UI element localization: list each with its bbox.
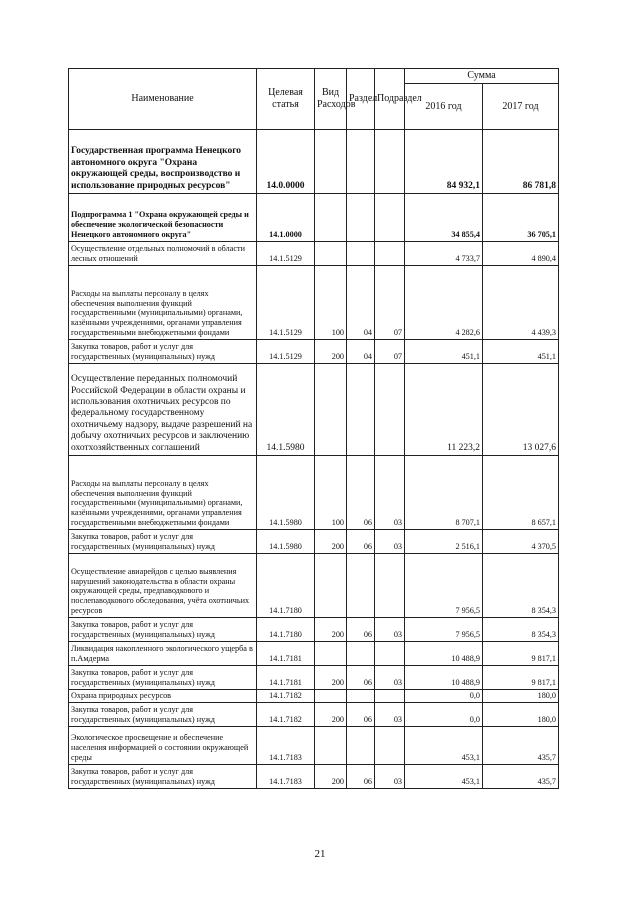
header-subsection: Подраздел (375, 69, 405, 130)
row-subsection (375, 726, 405, 764)
row-expense-type: 100 (315, 266, 347, 340)
table-row (69, 642, 559, 666)
row-amount-2017: 4 439,3 (483, 266, 559, 340)
row-amount-2016: 34 855,4 (405, 194, 483, 242)
budget-table (68, 68, 559, 789)
row-name: Осуществление переданных полномочий Российской Федерации в области охраны и использования охотничьих ресурсов по федеральному государственному охотничьему надзору, выдаче разрешений на добычу охотничьих ресурсов и заключению охотхозяйственных соглашений (69, 364, 257, 456)
row-amount-2016: 10 488,9 (405, 642, 483, 666)
row-target-article: 14.1.7180 (257, 554, 315, 618)
row-amount-2016: 8 707,1 (405, 456, 483, 530)
row-amount-2017: 13 027,6 (483, 364, 559, 456)
row-subsection: 03 (375, 666, 405, 690)
row-subsection (375, 130, 405, 194)
row-name: Расходы на выплаты персоналу в целях обеспечения выполнения функций государственными (муниципальными) органами, казёнными учреждениями, органами управления государственными внебюджетными фондами (69, 266, 257, 340)
header-year-2016: 2016 год (405, 84, 483, 130)
row-name: Подпрограмма 1 "Охрана окружающей среды и обеспечение экологической безопасности Ненецкого автономного округа" (69, 194, 257, 242)
row-expense-type: 200 (315, 340, 347, 364)
row-amount-2016: 11 223,2 (405, 364, 483, 456)
row-amount-2017: 9 817,1 (483, 666, 559, 690)
header-name: Наименование (69, 69, 257, 130)
row-amount-2016: 7 956,5 (405, 618, 483, 642)
row-target-article: 14.1.7183 (257, 764, 315, 788)
row-subsection (375, 642, 405, 666)
row-expense-type (315, 554, 347, 618)
row-name: Закупка товаров, работ и услуг для государственных (муниципальных) нужд (69, 764, 257, 788)
row-amount-2016: 451,1 (405, 340, 483, 364)
header-expense-type: Вид Расходов (315, 69, 347, 130)
header-sum: Сумма (405, 69, 559, 84)
row-name: Государственная программа Ненецкого автономного округа "Охрана окружающей среды, воспроизводство и использование природных ресурсов" (69, 130, 257, 194)
row-section (347, 690, 375, 703)
row-target-article: 14.1.7181 (257, 666, 315, 690)
row-subsection (375, 364, 405, 456)
row-target-article: 14.1.5129 (257, 340, 315, 364)
row-amount-2016: 4 733,7 (405, 242, 483, 266)
row-target-article: 14.1.5980 (257, 456, 315, 530)
table-row (69, 530, 559, 554)
row-target-article: 14.1.7182 (257, 702, 315, 726)
row-target-article: 14.1.0000 (257, 194, 315, 242)
row-amount-2016: 453,1 (405, 764, 483, 788)
row-section: 06 (347, 702, 375, 726)
row-amount-2016: 453,1 (405, 726, 483, 764)
row-target-article: 14.1.5980 (257, 364, 315, 456)
row-section (347, 642, 375, 666)
row-amount-2016: 10 488,9 (405, 666, 483, 690)
row-expense-type: 200 (315, 764, 347, 788)
table-row (69, 242, 559, 266)
row-section: 06 (347, 530, 375, 554)
table-row (69, 340, 559, 364)
row-target-article: 14.1.7183 (257, 726, 315, 764)
table-row (69, 456, 559, 530)
row-amount-2017: 180,0 (483, 702, 559, 726)
table-row (69, 130, 559, 194)
row-amount-2017: 8 657,1 (483, 456, 559, 530)
row-name: Осуществление отдельных полномочий в области лесных отношений (69, 242, 257, 266)
row-section: 06 (347, 618, 375, 642)
header-year-2017: 2017 год (483, 84, 559, 130)
row-section (347, 194, 375, 242)
row-expense-type (315, 194, 347, 242)
row-target-article: 14.1.5129 (257, 266, 315, 340)
row-name: Закупка товаров, работ и услуг для государственных (муниципальных) нужд (69, 618, 257, 642)
row-subsection: 03 (375, 618, 405, 642)
row-section (347, 554, 375, 618)
row-amount-2017: 435,7 (483, 726, 559, 764)
row-target-article: 14.1.7182 (257, 690, 315, 703)
row-name: Закупка товаров, работ и услуг для государственных (муниципальных) нужд (69, 666, 257, 690)
table-row (69, 726, 559, 764)
row-section (347, 242, 375, 266)
row-name: Охрана природных ресурсов (69, 690, 257, 703)
row-expense-type: 200 (315, 530, 347, 554)
row-amount-2016: 2 516,1 (405, 530, 483, 554)
row-section: 06 (347, 666, 375, 690)
row-expense-type: 200 (315, 618, 347, 642)
row-name: Расходы на выплаты персоналу в целях обеспечения выполнения функций государственными (муниципальными) органами, казёнными учреждениями, органами управления государственными внебюджетными фондами (69, 456, 257, 530)
row-amount-2017: 8 354,3 (483, 554, 559, 618)
row-amount-2017: 4 370,5 (483, 530, 559, 554)
table-row (69, 554, 559, 618)
row-amount-2017: 9 817,1 (483, 642, 559, 666)
row-target-article: 14.0.0000 (257, 130, 315, 194)
table-row (69, 764, 559, 788)
row-amount-2017: 36 705,1 (483, 194, 559, 242)
table-row (69, 618, 559, 642)
row-amount-2017: 180,0 (483, 690, 559, 703)
row-subsection: 03 (375, 530, 405, 554)
row-section (347, 726, 375, 764)
row-expense-type (315, 364, 347, 456)
row-target-article: 14.1.5980 (257, 530, 315, 554)
table-row (69, 702, 559, 726)
row-expense-type: 200 (315, 702, 347, 726)
row-target-article: 14.1.7180 (257, 618, 315, 642)
row-name: Закупка товаров, работ и услуг для государственных (муниципальных) нужд (69, 702, 257, 726)
row-amount-2017: 8 354,3 (483, 618, 559, 642)
page-number: 21 (314, 848, 326, 860)
row-subsection (375, 690, 405, 703)
row-subsection: 03 (375, 702, 405, 726)
header-section: Раздел (347, 69, 375, 130)
row-expense-type (315, 726, 347, 764)
table-row (69, 364, 559, 456)
row-subsection: 07 (375, 340, 405, 364)
row-expense-type (315, 642, 347, 666)
row-expense-type (315, 690, 347, 703)
table-row (69, 666, 559, 690)
row-target-article: 14.1.5129 (257, 242, 315, 266)
row-amount-2017: 4 890,4 (483, 242, 559, 266)
row-subsection: 07 (375, 266, 405, 340)
row-amount-2016: 4 282,6 (405, 266, 483, 340)
row-subsection (375, 242, 405, 266)
row-amount-2016: 0,0 (405, 690, 483, 703)
row-amount-2016: 0,0 (405, 702, 483, 726)
row-section: 04 (347, 340, 375, 364)
row-amount-2017: 435,7 (483, 764, 559, 788)
row-name: Ликвидация накопленного экологического ущерба в п.Амдерма (69, 642, 257, 666)
row-expense-type (315, 130, 347, 194)
row-section: 06 (347, 764, 375, 788)
row-name: Экологическое просвещение и обеспечение населения информацией о состоянии окружающей среды (69, 726, 257, 764)
row-subsection: 03 (375, 764, 405, 788)
row-section (347, 130, 375, 194)
row-amount-2016: 84 932,1 (405, 130, 483, 194)
row-subsection (375, 194, 405, 242)
header-target-article: Целевая статья (257, 69, 315, 130)
row-name: Закупка товаров, работ и услуг для государственных (муниципальных) нужд (69, 530, 257, 554)
row-name: Осуществление авиарейдов с целью выявления нарушений законодательства в области охраны окружающей среды, предпаводкового и послепаводкового обследования, учёта охотничьих ресурсов (69, 554, 257, 618)
table-row (69, 266, 559, 340)
row-expense-type: 100 (315, 456, 347, 530)
row-amount-2016: 7 956,5 (405, 554, 483, 618)
row-name: Закупка товаров, работ и услуг для государственных (муниципальных) нужд (69, 340, 257, 364)
row-amount-2017: 451,1 (483, 340, 559, 364)
row-subsection: 03 (375, 456, 405, 530)
row-subsection (375, 554, 405, 618)
row-section: 06 (347, 456, 375, 530)
row-section: 04 (347, 266, 375, 340)
row-expense-type: 200 (315, 666, 347, 690)
row-amount-2017: 86 781,8 (483, 130, 559, 194)
table-body (69, 130, 559, 789)
row-section (347, 364, 375, 456)
row-expense-type (315, 242, 347, 266)
table-row (69, 690, 559, 703)
table-row (69, 194, 559, 242)
row-target-article: 14.1.7181 (257, 642, 315, 666)
